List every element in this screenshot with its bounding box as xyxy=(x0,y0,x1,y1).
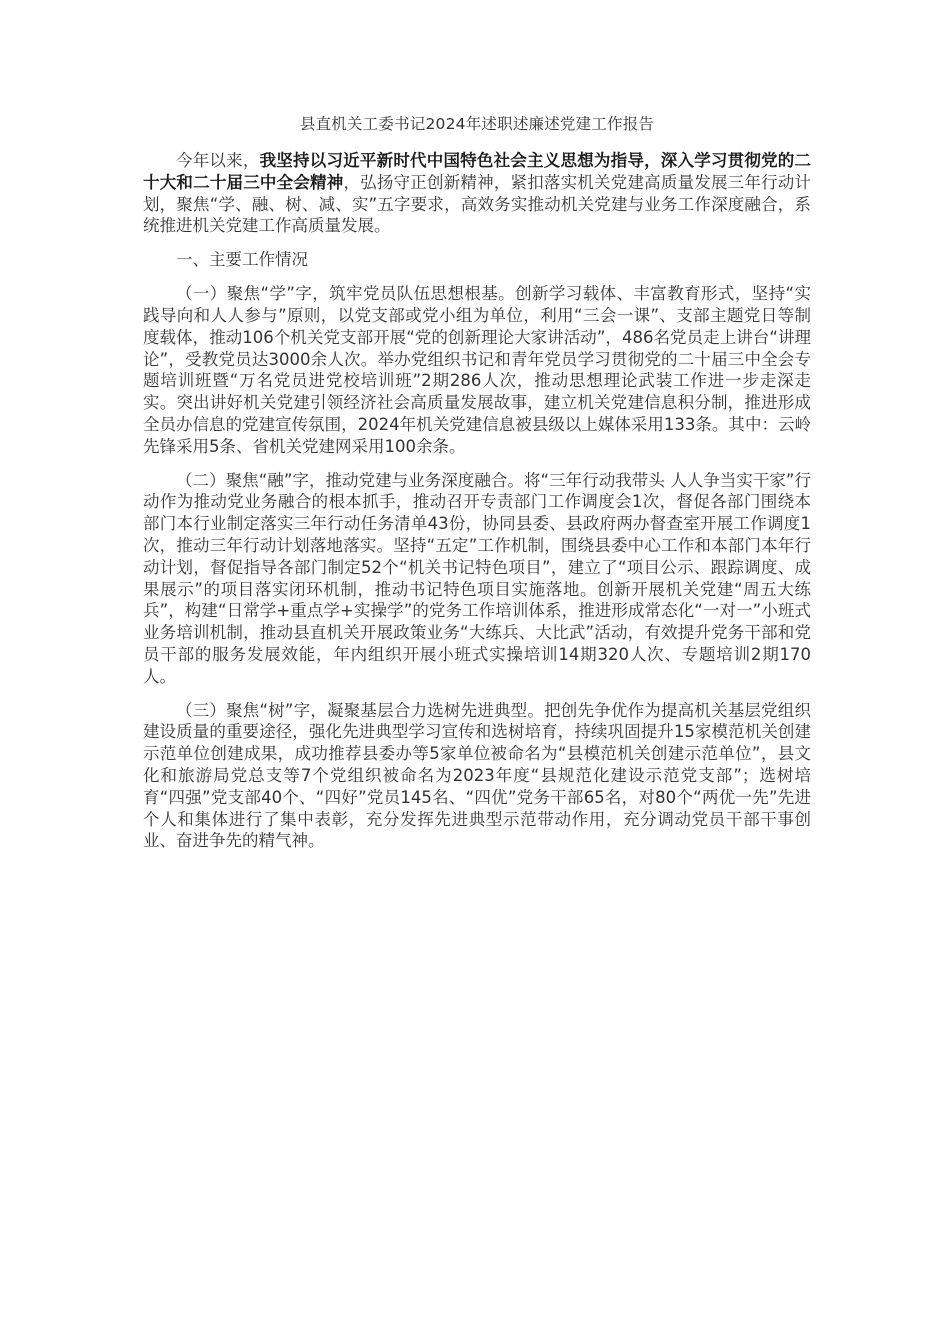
intro-rest: ，弘扬守正创新精神，紧扣落实机关党建高质量发展三年行动计划，聚焦“学、融、树、减、实”五字要求，高效务实推动机关党建与业务工作深度融合，系统推进机关党建工作高质量发展。 xyxy=(143,172,812,236)
intro-paragraph xyxy=(143,150,811,237)
document-body xyxy=(143,112,811,864)
paragraph-models: （三）聚焦“树”字，凝聚基层合力选树先进典型。把创先争优作为提高机关基层党组织建设质量的重要途径，强化先进典型学习宣传和选树培育，持续巩固提升15家模范机关创建示范单位创建成果，成功推荐县委办等5家单位被命名为“县模范机关创建示范单位”，县文化和旅游局党总支等7个党组织被命名为2023年度“县规范化建设示范党支部”；选树培育“四强”党支部40个、“四好”党员145名、“四优”党务干部65名，对80个“两优一先”先进个人和集体进行了集中表彰，充分发挥先进典型示范带动作用，充分调动党员干部干事创业、奋进争先的精气神。 xyxy=(143,700,811,851)
paragraph-study: （一）聚焦“学”字，筑牢党员队伍思想根基。创新学习载体、丰富教育形式，坚持“实践导向和人人参与”原则，以党支部或党小组为单位，利用“三会一课”、支部主题党日等制度载体，推动106个机关党支部开展“党的创新理论大家讲活动”，486名党员走上讲台“讲理论”，受教党员达3000余人次。举办党组织书记和青年党员学习贯彻党的二十届三中全会专题培训班暨“万名党员进党校培训班”2期286人次，推动思想理论武装工作进一步走深走实。突出讲好机关党建引领经济社会高质量发展故事，建立机关党建信息积分制，推进形成全员办信息的党建宣传氛围，2024年机关党建信息被县级以上媒体采用133条。其中：云岭先锋采用5条、省机关党建网采用100余条。 xyxy=(143,284,811,456)
section-heading: 一、主要工作情况 xyxy=(176,250,308,270)
intro-lead: 今年以来， xyxy=(176,151,260,170)
paragraph-integration: （二）聚焦“融”字，推动党建与业务深度融合。将“三年行动我带头 人人争当实干家”行动作为推动党业务融合的根本抓手，推动召开专责部门工作调度会1次，督促各部门围绕本部门本行业制定落实三年行动任务清单43份，协同县委、县政府两办督查室开展工作调度1次，推动三年行动计划落地落实。坚持“五定”工作机制，围绕县委中心工作和本部门本年行动计划，督促指导各部门制定52个“机关书记特色项目”，建立了“项目公示、跟踪调度、成果展示”的项目落实闭环机制，推动书记特色项目实施落地。创新开展机关党建“周五大练兵”，构建“日常学+重点学+实操学”的党务工作培训体系，推进形成常态化“一对一”小班式业务培训机制，推动县直机关开展政策业务“大练兵、大比武”活动，有效提升党务干部和党员干部的服务发展效能，年内组织开展小班式实操培训14期320人次、专题培训2期170人。 xyxy=(143,470,811,686)
intro-bold-text: 我坚持以习近平新时代中国特色社会主义思想为指导，深入学习贯彻党的二十大和二十届三中全会精神 xyxy=(143,151,812,192)
document-title: 县直机关工委书记2024年述职述廉述党建工作报告 xyxy=(299,115,655,133)
